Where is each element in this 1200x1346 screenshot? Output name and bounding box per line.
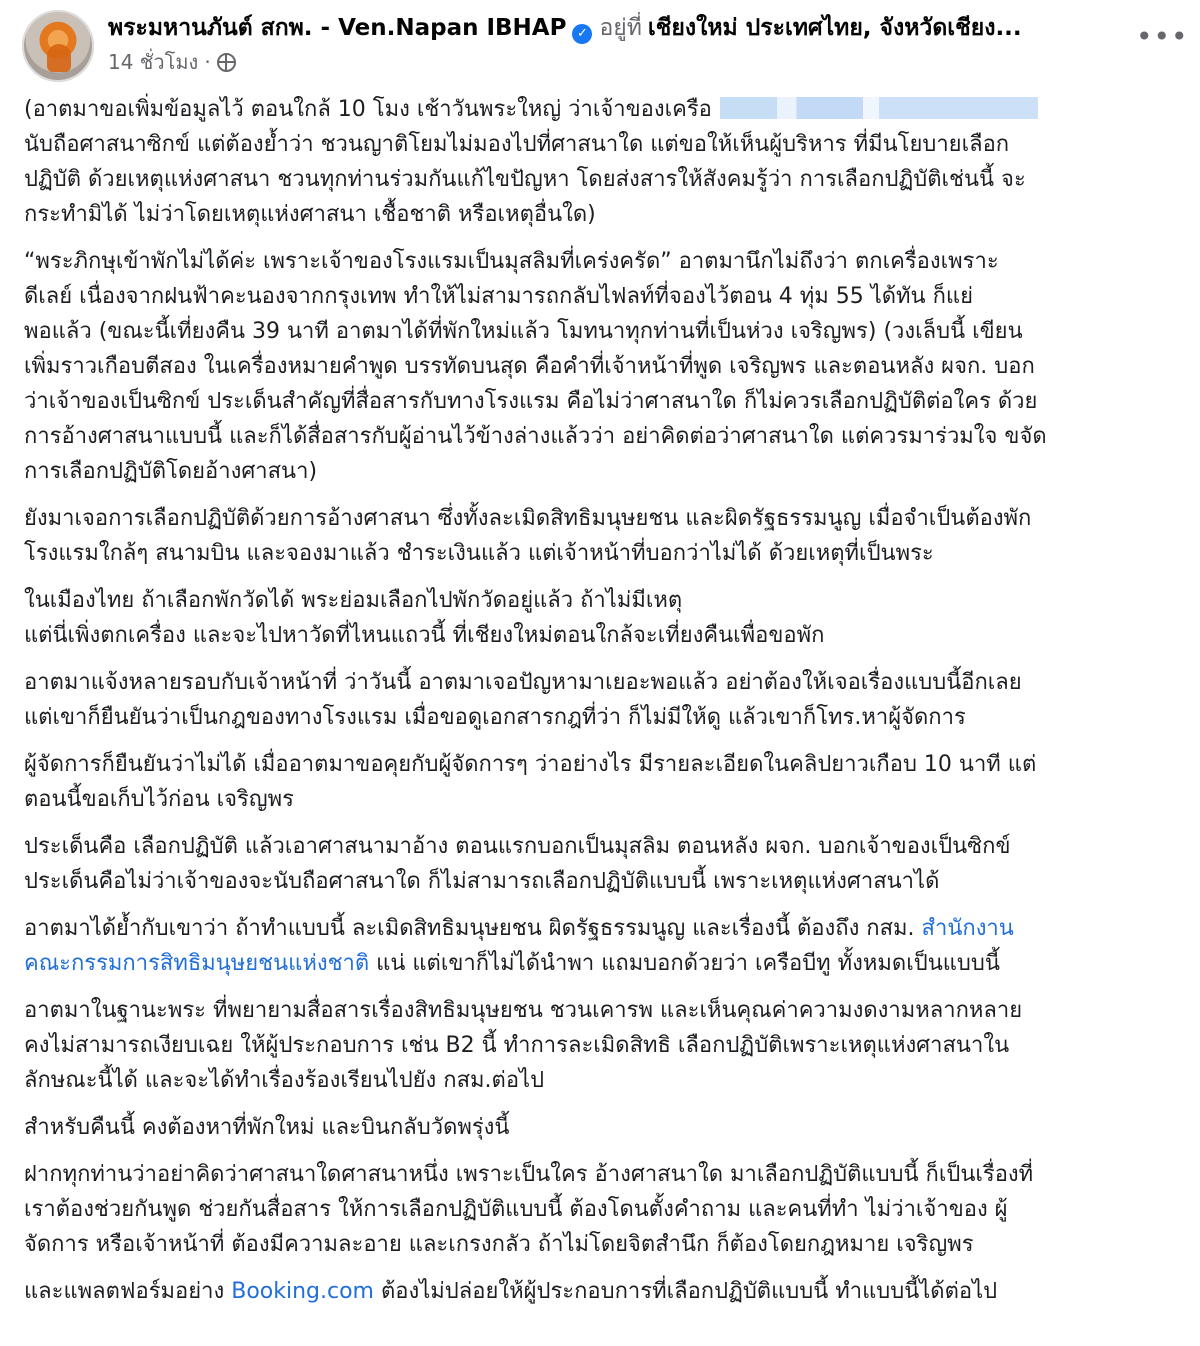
- text-line: ฝากทุกท่านว่าอย่าคิดว่าศาสนาใดศาสนาหนึ่ง เพราะเป็นใคร อ้างศาสนาใด มาเลือกปฏิบัติแบบนี้ ก็เป็นเรื่องที่: [24, 1162, 1034, 1187]
- text-segment: แน่ แต่เขาก็ไม่ได้นำพา แถมบอกด้วยว่า เครือบีทู ทั้งหมดเป็นแบบนี้: [369, 951, 1000, 976]
- text-line: อาตมาในฐานะพระ ที่พยายามสื่อสารเรื่องสิทธิมนุษยชน ชวนเคารพ และเห็นคุณค่าความงดงามหลากหลาย: [24, 998, 1023, 1023]
- redacted-name-blur: [720, 97, 1038, 119]
- paragraph: [24, 1110, 1189, 1145]
- paragraph: [24, 92, 1189, 232]
- text-segment: อาตมาได้ย้ำกับเขาว่า ถ้าทำแบบนี้ ละเมิดสิทธิมนุษยชน ผิดรัฐธรรมนูญ และเรื่องนี้ ต้องถึง กสม.: [24, 916, 922, 941]
- text-line: ประเด็นคือ เลือกปฏิบัติ แล้วเอาศาสนามาอ้าง ตอนแรกบอกเป็นมุสลิม ตอนหลัง ผจก. บอกเจ้าของเป็นซิกข์: [24, 834, 1011, 859]
- text-line: แต่เขาก็ยืนยันว่าเป็นกฎของทางโรงแรม เมื่อขอดูเอกสารกฎที่ว่า ก็ไม่มีให้ดู แล้วเขาก็โทร.หาผู้จัดการ: [24, 705, 966, 730]
- nhrc-link[interactable]: คณะกรรมการสิทธิมนุษยชนแห่งชาติ: [24, 951, 370, 976]
- paragraph: [24, 1274, 1189, 1309]
- text-line: [24, 911, 1189, 946]
- globe-icon[interactable]: [217, 53, 236, 72]
- location-link[interactable]: เชียงใหม่ ประเทศไทย, จังหวัดเชียง...: [647, 15, 1022, 41]
- at-location-label: อยู่ที่: [599, 15, 642, 41]
- text-line: ลักษณะนี้ได้ และจะได้ทำเรื่องร้องเรียนไปยัง กสม.ต่อไป: [24, 1068, 545, 1093]
- text-line: นับถือศาสนาซิกข์ แต่ต้องย้ำว่า ชวนญาติโยมไม่มองไปที่ศาสนาใด แต่ขอให้เห็นผู้บริหาร ที่มีนโยบายเลือก: [24, 132, 1010, 157]
- text-line: จัดการ หรือเจ้าหน้าที่ ต้องมีความละอาย และเกรงกลัว ถ้าไม่โดยจิตสำนึก ก็ต้องโดยกฎหมาย เจริญพร: [24, 1232, 974, 1257]
- post-header: [22, 10, 1189, 82]
- text-line: การอ้างศาสนาแบบนี้ และก็ได้สื่อสารกับผู้อ่านไว้ข้างล่างแล้วว่า อย่าคิดต่อว่าศาสนาใด แต่ควรมาร่วมใจ ขจัด: [24, 424, 1047, 449]
- nhrc-link[interactable]: สำนักงาน: [921, 916, 1014, 941]
- text-line: โรงแรมใกล้ๆ สนามบิน และจองมาแล้ว ชำระเงินแล้ว แต่เจ้าหน้าที่บอกว่าไม่ได้ ด้วยเหตุที่เป็นพระ: [24, 541, 934, 566]
- post-author-line: [108, 12, 1118, 44]
- text-line: แต่นี่เพิ่งตกเครื่อง และจะไปหาวัดที่ไหนแถวนี้ ที่เชียงใหม่ตอนใกล้จะเที่ยงคืนเพื่อขอพัก: [24, 623, 825, 648]
- text-line: ประเด็นคือไม่ว่าเจ้าของจะนับถือศาสนาใด ก็ไม่สามารถเลือกปฏิบัติแบบนี้ เพราะเหตุแห่งศาสนาได้: [24, 869, 940, 894]
- paragraph: [24, 911, 1189, 981]
- more-options-button[interactable]: •••: [1136, 20, 1189, 53]
- text-line: กระทำมิได้ ไม่ว่าโดยเหตุแห่งศาสนา เชื้อชาติ หรือเหตุอื่นใด): [24, 202, 596, 227]
- text-line: [24, 1274, 1189, 1309]
- text-line: [24, 92, 1189, 127]
- paragraph: [24, 501, 1189, 571]
- text-segment: (อาตมาขอเพิ่มข้อมูลไว้ ตอนใกล้ 10 โมง เช้าวันพระใหญ่ ว่าเจ้าของเครือ: [24, 97, 712, 122]
- profile-avatar[interactable]: [22, 10, 94, 82]
- text-line: [24, 946, 1189, 981]
- text-segment: และแพลตฟอร์มอย่าง: [24, 1279, 232, 1304]
- text-line: เพิ่มราวเกือบตีสอง ในเครื่องหมายคำพูด บรรทัดบนสุด คือคำที่เจ้าหน้าที่พูด เจริญพร และตอนหลัง ผจก. บอก: [24, 354, 1035, 379]
- text-line: เราต้องช่วยกันพูด ช่วยกันสื่อสาร ให้การเลือกปฏิบัติแบบนี้ ต้องโดนตั้งคำถาม และคนที่ทำ ไม่ว่าเจ้าของ ผู้: [24, 1197, 1008, 1222]
- text-line: “พระภิกษุเข้าพักไม่ได้ค่ะ เพราะเจ้าของโรงแรมเป็นมุสลิมที่เคร่งครัด” อาตมานึกไม่ถึงว่า ตกเครื่องเพราะ: [24, 249, 999, 274]
- text-segment: ต้องไม่ปล่อยให้ผู้ประกอบการที่เลือกปฏิบัติแบบนี้ ทำแบบนี้ได้ต่อไป: [374, 1279, 998, 1304]
- text-line: พอแล้ว (ขณะนี้เที่ยงคืน 39 นาที อาตมาได้ที่พักใหม่แล้ว โมทนาทุกท่านที่เป็นห่วง เจริญพร) (วงเล็บนี้ เขียน: [24, 319, 1023, 344]
- text-line: ตอนนี้ขอเก็บไว้ก่อน เจริญพร: [24, 787, 294, 812]
- post-timestamp[interactable]: 14 ชั่วโมง: [108, 50, 199, 74]
- paragraph: [24, 244, 1189, 489]
- paragraph: [24, 583, 1189, 653]
- text-line: ในเมืองไทย ถ้าเลือกพักวัดได้ พระย่อมเลือกไปพักวัดอยู่แล้ว ถ้าไม่มีเหตุ: [24, 588, 683, 613]
- paragraph: [24, 747, 1189, 817]
- text-line: ยังมาเจอการเลือกปฏิบัติด้วยการอ้างศาสนา ซึ่งทั้งละเมิดสิทธิมนุษยชน และผิดรัฐธรรมนูญ เมื่อจำเป็นต้องพัก: [24, 506, 1032, 531]
- booking-link[interactable]: Booking.com: [231, 1279, 374, 1304]
- post-body: [24, 92, 1189, 1321]
- paragraph: [24, 665, 1189, 735]
- post-meta: [108, 49, 236, 75]
- paragraph: [24, 993, 1189, 1098]
- text-line: การเลือกปฏิบัติโดยอ้างศาสนา): [24, 459, 318, 484]
- text-line: ปฏิบัติ ด้วยเหตุแห่งศาสนา ชวนทุกท่านร่วมกันแก้ไขปัญหา โดยส่งสารให้สังคมรู้ว่า การเลือกปฏิบัติเช่นนี้ จะ: [24, 167, 1026, 192]
- meta-separator: ·: [204, 50, 211, 74]
- text-line: ผู้จัดการก็ยืนยันว่าไม่ได้ เมื่ออาตมาขอคุยกับผู้จัดการๆ ว่าอย่างไร มีรายละเอียดในคลิปยาวเกือบ 10 นาที แต่: [24, 752, 1037, 777]
- text-line: สำหรับคืนนี้ คงต้องหาที่พักใหม่ และบินกลับวัดพรุ่งนี้: [24, 1115, 510, 1140]
- text-line: อาตมาแจ้งหลายรอบกับเจ้าหน้าที่ ว่าวันนี้ อาตมาเจอปัญหามาเยอะพอแล้ว อย่าต้องให้เจอเรื่องแบบนี้อีกเลย: [24, 670, 1022, 695]
- text-line: ว่าเจ้าของเป็นซิกข์ ประเด็นสำคัญที่สื่อสารกับทางโรงแรม คือไม่ว่าศาสนาใด ก็ไม่ควรเลือกปฏิบัติต่อใคร ด้วย: [24, 389, 1038, 414]
- page-name-link[interactable]: พระมหานภันต์ สกพ. - Ven.Napan IBHAP: [108, 15, 567, 41]
- paragraph: [24, 829, 1189, 899]
- text-line: ดีเลย์ เนื่องจากฝนฟ้าคะนองจากกรุงเทพ ทำให้ไม่สามารถกลับไฟลท์ที่จองไว้ตอน 4 ทุ่ม 55 ได้ทัน ก็แย่: [24, 284, 973, 309]
- text-line: คงไม่สามารถเงียบเฉย ให้ผู้ประกอบการ เช่น B2 นี้ ทำการละเมิดสิทธิ เลือกปฏิบัติเพราะเหตุแห่งศาสนาใน: [24, 1033, 1010, 1058]
- paragraph: [24, 1157, 1189, 1262]
- verified-check-icon: ✓: [572, 24, 592, 44]
